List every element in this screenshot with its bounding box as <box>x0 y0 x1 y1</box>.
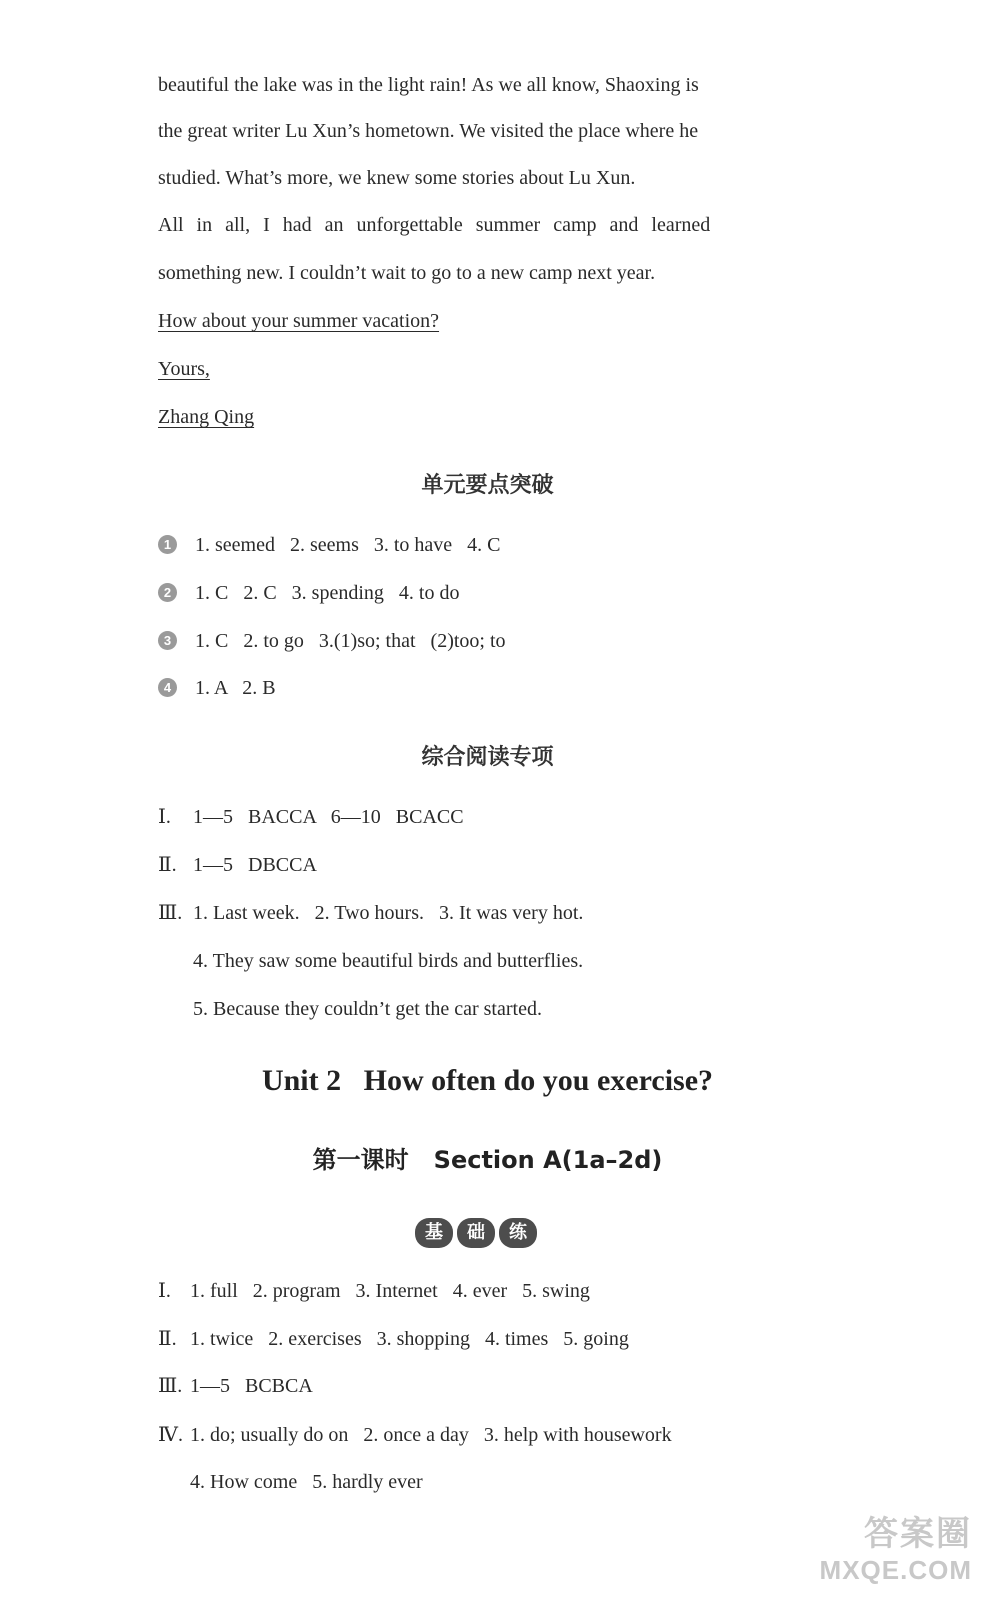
item-number-badge: 2 <box>158 583 177 602</box>
sign-off: Yours, <box>158 358 210 380</box>
watermark-cn: 答案圈 <box>864 1514 972 1554</box>
letter-line-1 <box>158 72 820 98</box>
unit2-roman-4: Ⅳ. <box>158 1424 183 1446</box>
unit2-roman-1: Ⅰ. <box>158 1280 171 1302</box>
reading-answers-3: 1. Last week. 2. Two hours. 3. It was very hot. <box>193 902 584 924</box>
reading-roman-2: Ⅱ. <box>158 854 177 876</box>
badge-char: 基 <box>415 1218 453 1248</box>
unit2-answers-2: 1. twice 2. exercises 3. shopping 4. times 5. going <box>190 1328 629 1350</box>
unit2-answers-1: 1. full 2. program 3. Internet 4. ever 5. swing <box>190 1280 590 1302</box>
signature: Zhang Qing <box>158 406 255 428</box>
unit-points-heading: 单元要点突破 <box>421 473 554 498</box>
reading-answers-2: 1—5 DBCCA <box>193 854 317 876</box>
closing-question: How about your summer vacation? <box>158 310 440 332</box>
badge-char: 础 <box>457 1218 495 1248</box>
reading-roman-3: Ⅲ. <box>158 902 183 924</box>
letter-line-4: All in all, I had an unforgettable summer camp and learned <box>158 214 711 236</box>
unit-points-answers-2: 1. C 2. C 3. spending 4. to do <box>195 582 460 604</box>
letter-line-3: studied. What’s more, we knew some stories about Lu Xun. <box>158 167 636 189</box>
letter-line-5: something new. I couldn’t wait to go to a new camp next year. <box>158 262 656 284</box>
unit-points-answers-3: 1. C 2. to go 3.(1)so; that (2)too; to <box>195 630 506 652</box>
unit2-roman-2: Ⅱ. <box>158 1328 177 1350</box>
watermark-logo <box>792 1506 972 1586</box>
unit-points-answers-4: 1. A 2. B <box>195 677 276 699</box>
unit-points-answers-1: 1. seemed 2. seems 3. to have 4. C <box>195 534 501 556</box>
watermark-en: MXQE.COM <box>819 1555 972 1585</box>
reading-answers-3-cont-2: 5. Because they couldn’t get the car started. <box>193 998 542 1020</box>
reading-roman-1: Ⅰ. <box>158 806 171 828</box>
reading-answers-3-cont-1: 4. They saw some beautiful birds and butterflies. <box>193 950 584 972</box>
section-title: 第一课时 Section A(1a–2d) <box>312 1146 663 1174</box>
badge-char: 练 <box>499 1218 537 1248</box>
unit2-answers-3: 1—5 BCBCA <box>190 1375 313 1397</box>
item-number-badge: 1 <box>158 535 177 554</box>
letter-line-2: the great writer Lu Xun’s hometown. We visited the place where he <box>158 120 699 142</box>
item-number-badge: 3 <box>158 631 177 650</box>
unit-title: Unit 2 How often do you exercise? <box>261 1064 714 1097</box>
item-number-badge: 4 <box>158 678 177 697</box>
letter-text: beautiful the lake was in the light rain! As we all know, Shaoxing is <box>158 74 699 96</box>
basic-practice-badge <box>415 1218 537 1248</box>
reading-heading: 综合阅读专项 <box>421 745 554 770</box>
unit2-answers-4: 1. do; usually do on 2. once a day 3. help with housework <box>190 1424 672 1446</box>
unit2-roman-3: Ⅲ. <box>158 1375 183 1397</box>
reading-answers-1: 1—5 BACCA 6—10 BCACC <box>193 806 464 828</box>
unit2-answers-4-cont: 4. How come 5. hardly ever <box>190 1471 423 1493</box>
